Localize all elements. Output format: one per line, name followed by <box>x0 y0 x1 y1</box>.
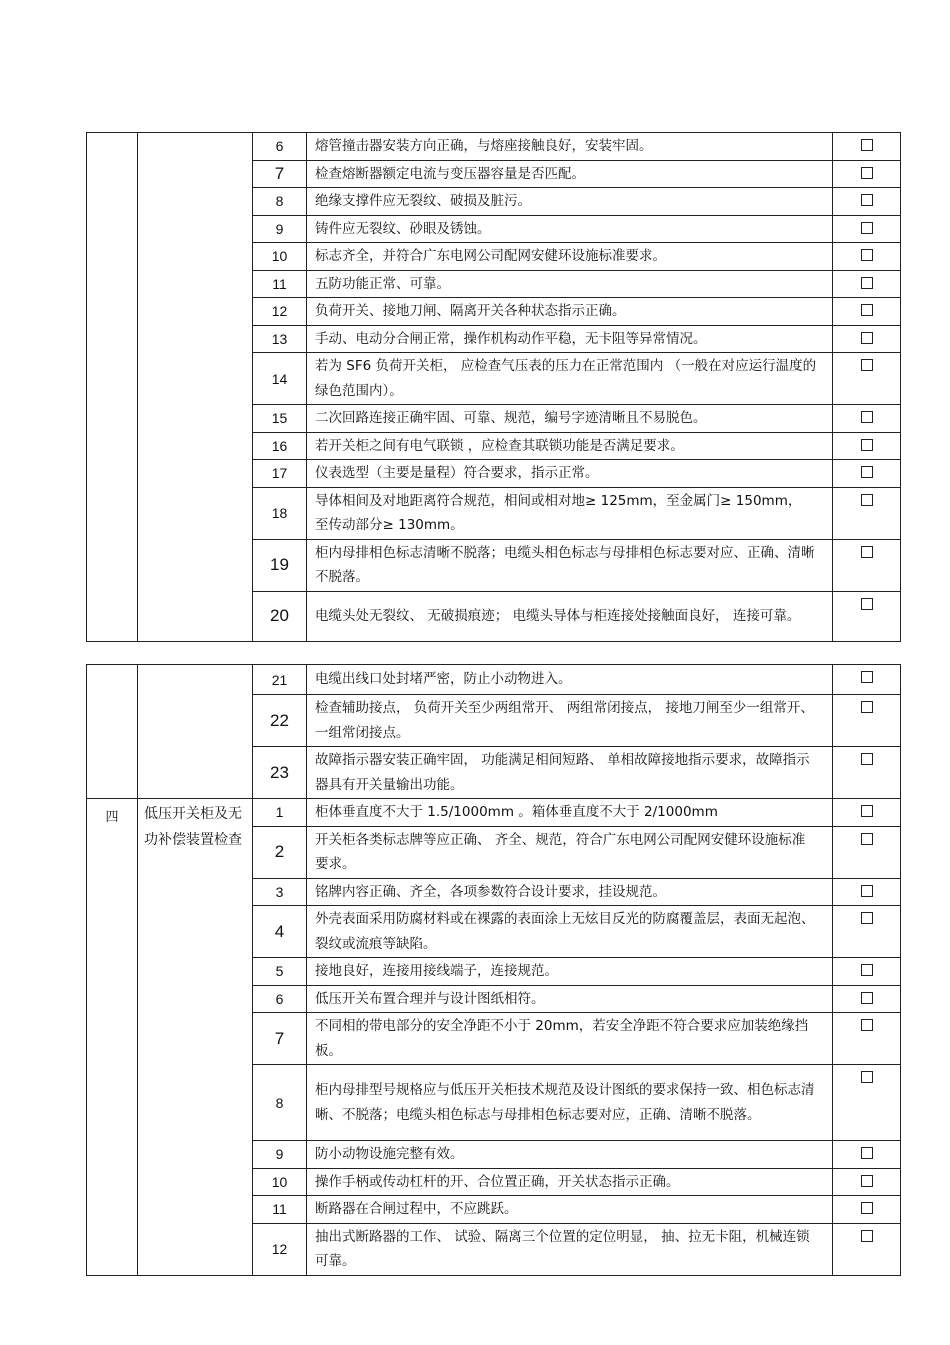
item-requirement: 断路器在合闸过程中，不应跳跃。 <box>307 1196 833 1224</box>
checkbox-cell[interactable] <box>833 215 901 243</box>
checkbox-cell[interactable] <box>833 591 901 641</box>
item-requirement: 导体相间及对地距离符合规范，相间或相对地≥ 125mm，至金属门≥ 150mm， 至传动部分≥ 130mm。 <box>307 487 833 539</box>
item-number: 10 <box>253 243 307 271</box>
item-number: 23 <box>253 747 307 799</box>
checkbox-cell[interactable] <box>833 985 901 1013</box>
table-row <box>87 799 901 827</box>
item-number: 22 <box>253 695 307 747</box>
item-number: 9 <box>253 1141 307 1169</box>
item-number: 18 <box>253 487 307 539</box>
checkbox-cell[interactable] <box>833 799 901 827</box>
item-number: 7 <box>253 1013 307 1065</box>
item-number: 5 <box>253 958 307 986</box>
check-box[interactable] <box>861 167 873 179</box>
checkbox-cell[interactable] <box>833 405 901 433</box>
checkbox-cell[interactable] <box>833 695 901 747</box>
item-number: 8 <box>253 1065 307 1141</box>
item-requirement: 不同相的带电部分的安全净距不小于 20mm，若安全净距不符合要求应加装绝缘挡板。 <box>307 1013 833 1065</box>
item-number: 12 <box>253 1223 307 1275</box>
item-requirement: 二次回路连接正确牢固、可靠、规范，编号字迹清晰且不易脱色。 <box>307 405 833 433</box>
checkbox-cell[interactable] <box>833 188 901 216</box>
section-index: 四 <box>87 799 138 1276</box>
check-box[interactable] <box>861 222 873 234</box>
item-requirement: 若为 SF6 负荷开关柜， 应检查气压表的压力在正常范围内 （一般在对应运行温度的绿色范围内）。 <box>307 353 833 405</box>
item-number: 7 <box>253 160 307 188</box>
check-box[interactable] <box>861 249 873 261</box>
item-requirement: 绝缘支撑件应无裂纹、破损及脏污。 <box>307 188 833 216</box>
item-number: 6 <box>253 133 307 161</box>
section-name-cell <box>138 133 253 642</box>
item-number: 16 <box>253 432 307 460</box>
item-number: 10 <box>253 1168 307 1196</box>
inspection-table-part1 <box>86 132 901 642</box>
checkbox-cell[interactable] <box>833 460 901 488</box>
item-requirement: 电缆头处无裂纹、 无破损痕迹； 电缆头导体与柜连接处接触面良好， 连接可靠。 <box>307 591 833 641</box>
check-box[interactable] <box>861 992 873 1004</box>
item-requirement: 手动、电动分合闸正常，操作机构动作平稳，无卡阻等异常情况。 <box>307 325 833 353</box>
item-requirement: 接地良好，连接用接线端子，连接规范。 <box>307 958 833 986</box>
check-box[interactable] <box>861 359 873 371</box>
item-requirement: 抽出式断路器的工作、 试验、隔离三个位置的定位明显， 抽、拉无卡阻，机械连锁可靠。 <box>307 1223 833 1275</box>
check-box[interactable] <box>861 598 873 610</box>
check-box[interactable] <box>861 332 873 344</box>
checkbox-cell[interactable] <box>833 1065 901 1141</box>
item-number: 14 <box>253 353 307 405</box>
item-number: 19 <box>253 539 307 591</box>
check-box[interactable] <box>861 1147 873 1159</box>
item-requirement: 检查辅助接点， 负荷开关至少两组常开、 两组常闭接点， 接地刀闸至少一组常开、一组常闭接点。 <box>307 695 833 747</box>
item-requirement: 仪表选型（主要是量程）符合要求，指示正常。 <box>307 460 833 488</box>
section-name-cell <box>138 665 253 799</box>
checkbox-cell[interactable] <box>833 160 901 188</box>
item-requirement: 外壳表面采用防腐材料或在裸露的表面涂上无炫目反光的防腐覆盖层，表面无起泡、裂纹或流痕等缺陷。 <box>307 906 833 958</box>
check-box[interactable] <box>861 833 873 845</box>
item-requirement: 低压开关布置合理并与设计图纸相符。 <box>307 985 833 1013</box>
item-requirement: 柜内母排相色标志清晰不脱落；电缆头相色标志与母排相色标志要对应、正确、清晰不脱落。 <box>307 539 833 591</box>
item-requirement: 检查熔断器额定电流与变压器容量是否匹配。 <box>307 160 833 188</box>
checkbox-cell[interactable] <box>833 747 901 799</box>
item-number: 6 <box>253 985 307 1013</box>
item-requirement: 铭牌内容正确、齐全，各项参数符合设计要求，挂设规范。 <box>307 878 833 906</box>
check-box[interactable] <box>861 139 873 151</box>
section-name: 低压开关柜及无功补偿装置检查 <box>138 799 253 1276</box>
item-requirement: 铸件应无裂纹、砂眼及锈蚀。 <box>307 215 833 243</box>
item-requirement: 熔管撞击器安装方向正确，与熔座接触良好，安装牢固。 <box>307 133 833 161</box>
checkbox-cell[interactable] <box>833 1013 901 1065</box>
check-box[interactable] <box>861 805 873 817</box>
item-number: 17 <box>253 460 307 488</box>
item-requirement: 标志齐全，并符合广东电网公司配网安健环设施标准要求。 <box>307 243 833 271</box>
check-box[interactable] <box>861 885 873 897</box>
checkbox-cell[interactable] <box>833 1196 901 1224</box>
section-index-cell <box>87 665 138 799</box>
check-box[interactable] <box>861 964 873 976</box>
checkbox-cell[interactable] <box>833 1141 901 1169</box>
item-requirement: 防小动物设施完整有效。 <box>307 1141 833 1169</box>
checkbox-cell[interactable] <box>833 826 901 878</box>
item-requirement: 电缆出线口处封堵严密，防止小动物进入。 <box>307 665 833 695</box>
check-box[interactable] <box>861 1202 873 1214</box>
item-requirement: 操作手柄或传动杠杆的开、合位置正确，开关状态指示正确。 <box>307 1168 833 1196</box>
item-number: 8 <box>253 188 307 216</box>
item-number: 3 <box>253 878 307 906</box>
item-number: 1 <box>253 799 307 827</box>
checkbox-cell[interactable] <box>833 270 901 298</box>
item-number: 9 <box>253 215 307 243</box>
item-requirement: 开关柜各类标志牌等应正确、 齐全、规范，符合广东电网公司配网安健环设施标准要求。 <box>307 826 833 878</box>
item-number: 15 <box>253 405 307 433</box>
check-box[interactable] <box>861 1019 873 1031</box>
checkbox-cell[interactable] <box>833 133 901 161</box>
checkbox-cell[interactable] <box>833 353 901 405</box>
item-number: 2 <box>253 826 307 878</box>
check-box[interactable] <box>861 466 873 478</box>
check-box[interactable] <box>861 671 873 683</box>
check-box[interactable] <box>861 546 873 558</box>
item-requirement: 柜体垂直度不大于 1.5/1000mm 。箱体垂直度不大于 2/1000mm <box>307 799 833 827</box>
item-requirement: 五防功能正常、可靠。 <box>307 270 833 298</box>
inspection-table-part2 <box>86 664 901 1276</box>
checkbox-cell[interactable] <box>833 906 901 958</box>
checkbox-cell[interactable] <box>833 539 901 591</box>
checkbox-cell[interactable] <box>833 487 901 539</box>
check-box[interactable] <box>861 753 873 765</box>
check-box[interactable] <box>861 277 873 289</box>
item-requirement: 负荷开关、接地刀闸、隔离开关各种状态指示正确。 <box>307 298 833 326</box>
check-box[interactable] <box>861 494 873 506</box>
check-box[interactable] <box>861 411 873 423</box>
checkbox-cell[interactable] <box>833 298 901 326</box>
item-number: 4 <box>253 906 307 958</box>
item-number: 21 <box>253 665 307 695</box>
item-number: 12 <box>253 298 307 326</box>
check-box[interactable] <box>861 1175 873 1187</box>
checkbox-cell[interactable] <box>833 665 901 695</box>
checkbox-cell[interactable] <box>833 878 901 906</box>
checkbox-cell[interactable] <box>833 243 901 271</box>
checkbox-cell[interactable] <box>833 432 901 460</box>
check-box[interactable] <box>861 439 873 451</box>
item-requirement: 柜内母排型号规格应与低压开关柜技术规范及设计图纸的要求保持一致、相色标志清晰、不脱落；电缆头相色标志与母排相色标志要对应，正确、清晰不脱落。 <box>307 1065 833 1141</box>
check-box[interactable] <box>861 912 873 924</box>
checkbox-cell[interactable] <box>833 325 901 353</box>
checkbox-cell[interactable] <box>833 1223 901 1275</box>
check-box[interactable] <box>861 1071 873 1083</box>
section-index-cell <box>87 133 138 642</box>
item-requirement: 若开关柜之间有电气联锁 ，应检查其联锁功能是否满足要求。 <box>307 432 833 460</box>
item-number: 13 <box>253 325 307 353</box>
item-number: 20 <box>253 591 307 641</box>
item-number: 11 <box>253 1196 307 1224</box>
checkbox-cell[interactable] <box>833 958 901 986</box>
checkbox-cell[interactable] <box>833 1168 901 1196</box>
check-box[interactable] <box>861 1230 873 1242</box>
item-requirement: 故障指示器安装正确牢固， 功能满足相间短路、 单相故障接地指示要求，故障指示器具有开关量输出功能。 <box>307 747 833 799</box>
table-row <box>87 665 901 695</box>
check-box[interactable] <box>861 194 873 206</box>
table-row <box>87 133 901 161</box>
check-box[interactable] <box>861 304 873 316</box>
check-box[interactable] <box>861 701 873 713</box>
item-number: 11 <box>253 270 307 298</box>
